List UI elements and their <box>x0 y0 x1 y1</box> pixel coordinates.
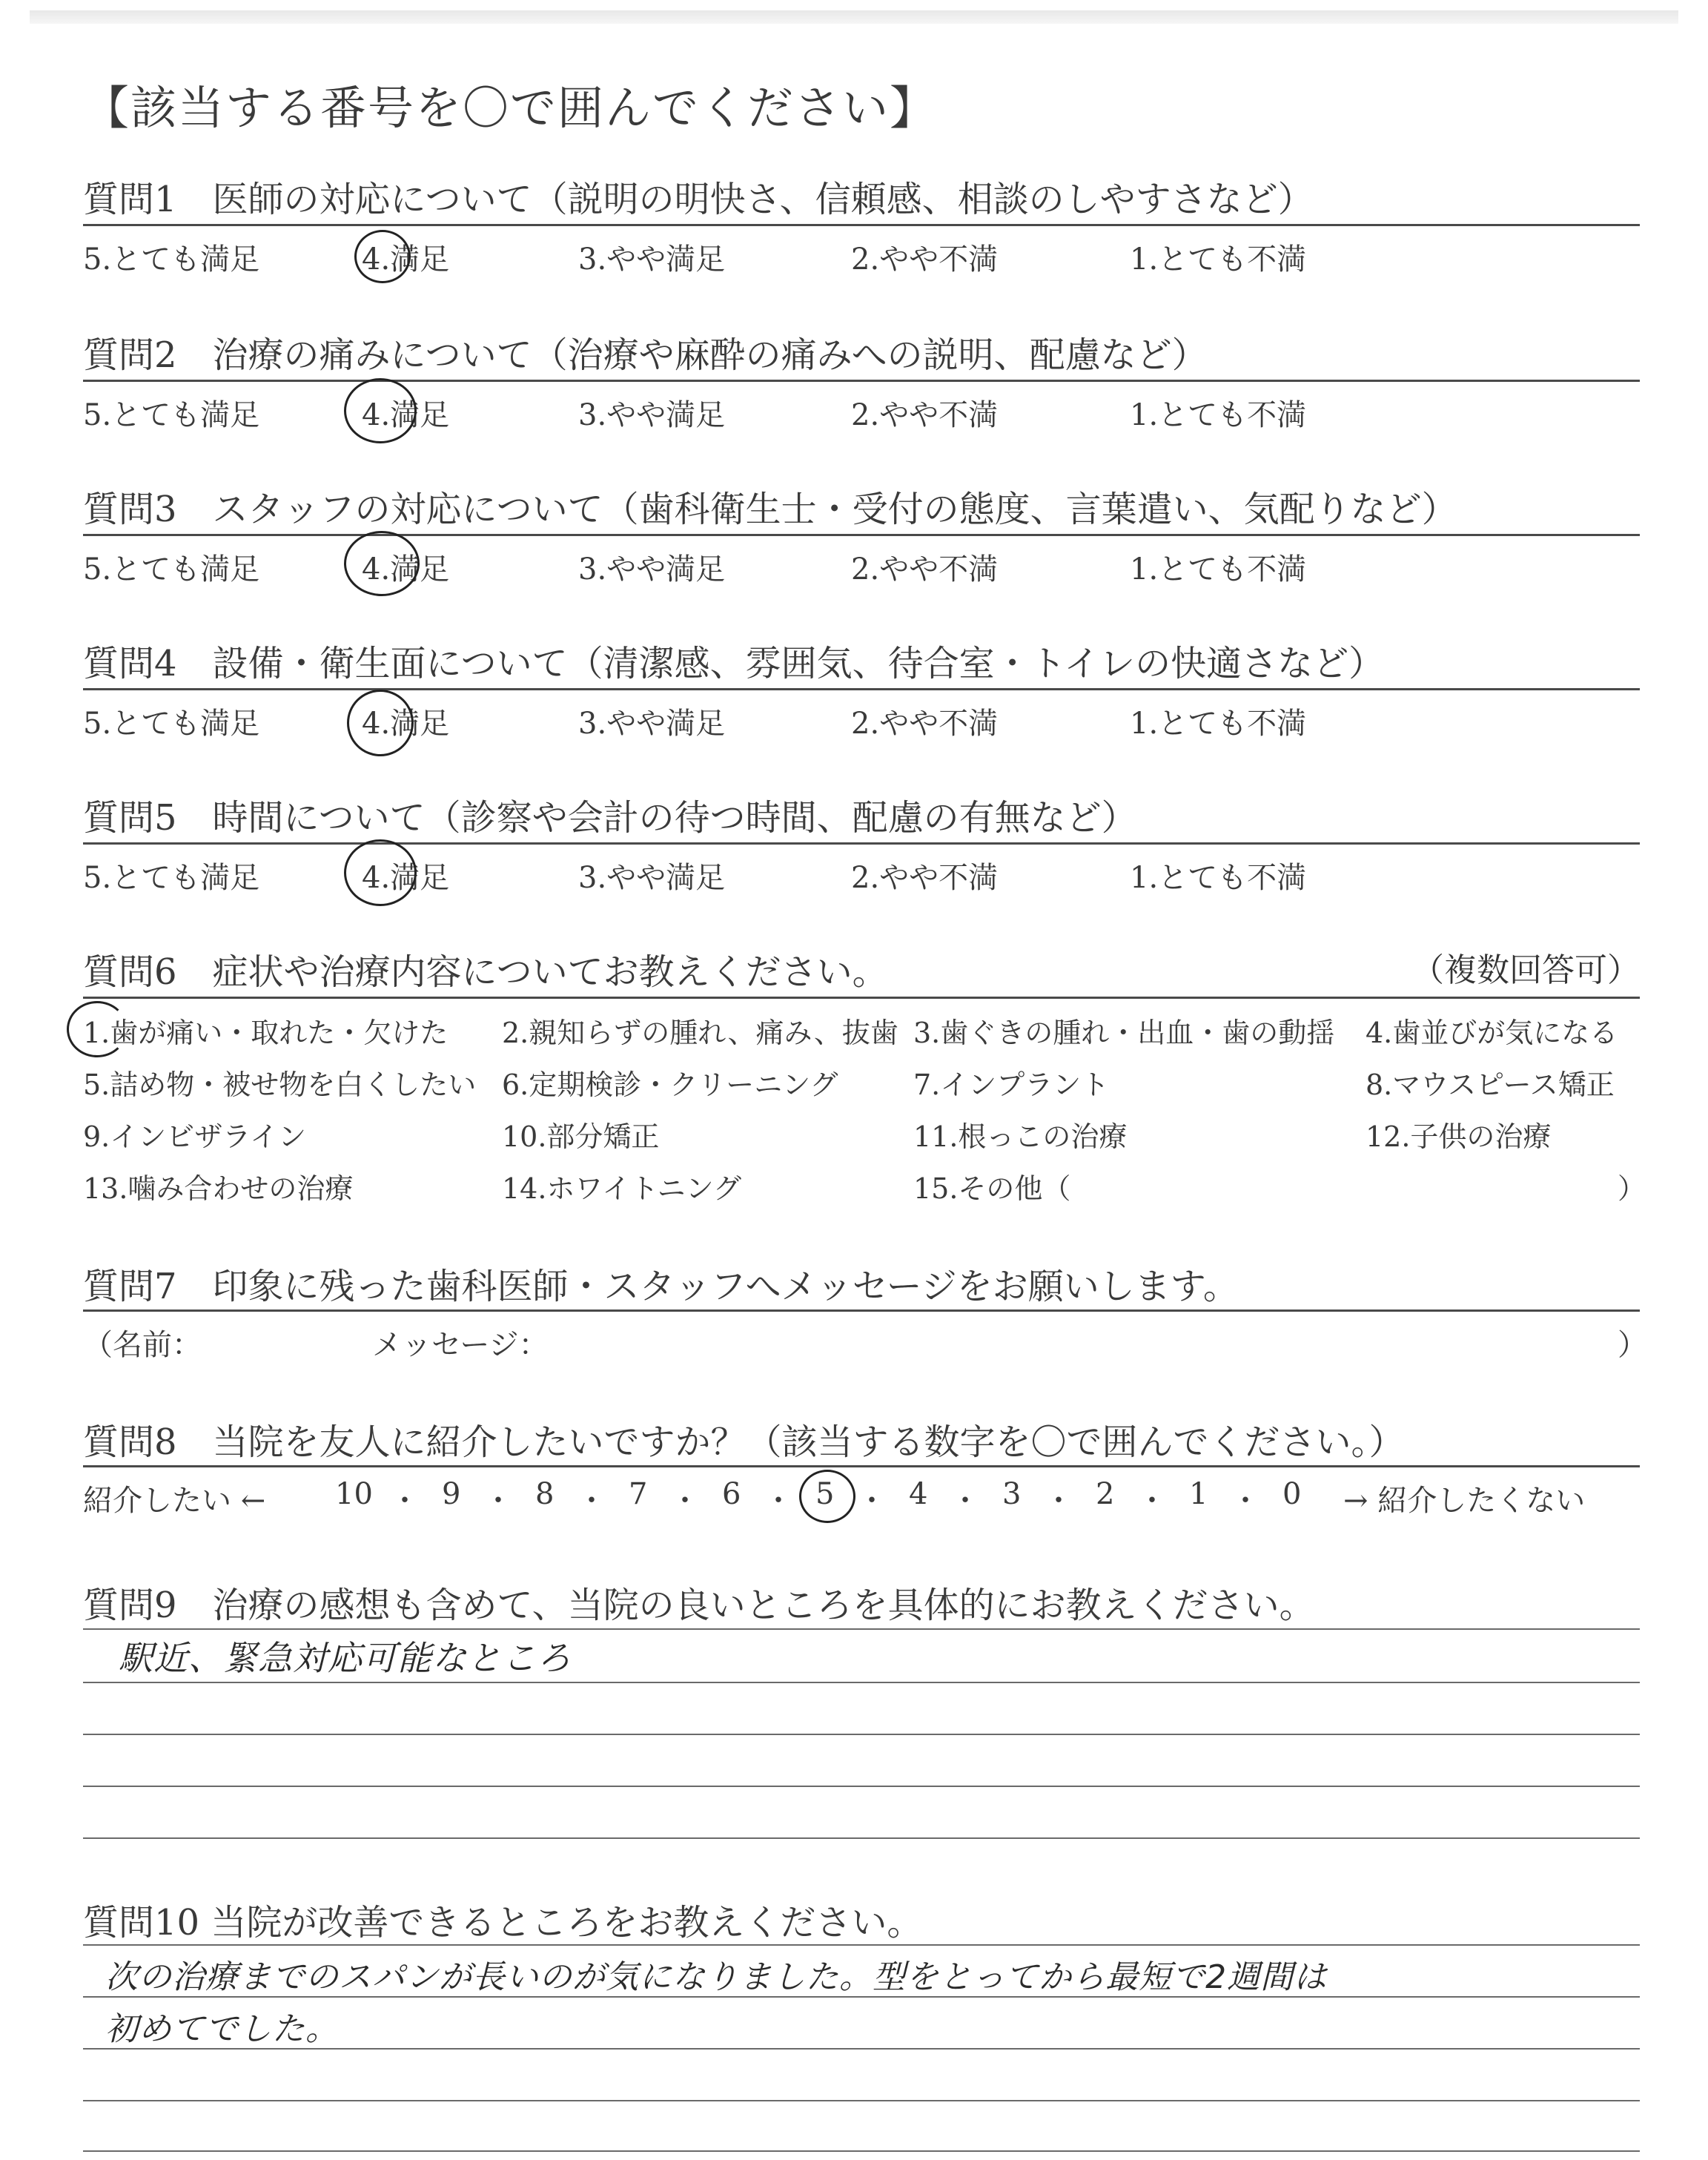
q8-dot: ・ <box>1231 1484 1260 1518</box>
q3-option-4[interactable]: 4.満足 <box>362 552 450 587</box>
q3-heading: 質問3 スタッフの対応について（歯科衛生士・受付の態度、言葉遣い、気配りなど） <box>83 489 1457 530</box>
q2-selection-circle <box>344 378 417 443</box>
q4-option-5[interactable]: 5.とても満足 <box>83 707 260 741</box>
q9-answer-line <box>83 1682 1640 1683</box>
q10-answer-line <box>83 2100 1640 2101</box>
q6-item-11[interactable]: 11.根っこの治療 <box>913 1120 1128 1153</box>
q3-option-3[interactable]: 3.やや満足 <box>578 552 726 587</box>
q4-option-3[interactable]: 3.やや満足 <box>578 707 726 741</box>
q10-answer-line <box>83 2048 1640 2050</box>
q1-option-1[interactable]: 1.とても不満 <box>1130 242 1307 277</box>
q8-dot: ・ <box>390 1484 420 1518</box>
q6-item-2[interactable]: 2.親知らずの腫れ、痛み、抜歯 <box>502 1017 898 1049</box>
q8-scale-4[interactable]: 4 <box>909 1477 928 1511</box>
q9-rule <box>83 1628 1640 1630</box>
q2-option-1[interactable]: 1.とても不満 <box>1130 398 1307 432</box>
q2-rule <box>83 380 1640 382</box>
q6-item-5[interactable]: 5.詰め物・被せ物を白くしたい <box>83 1069 477 1101</box>
q8-scale-1[interactable]: 1 <box>1189 1477 1208 1511</box>
q6-item-15[interactable]: 15.その他（ <box>913 1172 1071 1205</box>
q10-rule <box>83 1944 1640 1946</box>
q1-heading: 質問1 医師の対応について（説明の明快さ、信頼感、相談のしやすさなど） <box>83 179 1314 220</box>
q10-answer-line2: 初めてでした。 <box>105 2010 339 2048</box>
q8-heading: 質問8 当院を友人に紹介したいですか？（該当する数字を〇で囲んでください。） <box>83 1421 1405 1463</box>
q8-scale-7[interactable]: 7 <box>629 1477 648 1511</box>
q10-answer-line <box>83 2150 1640 2152</box>
q5-selection-circle <box>344 839 417 906</box>
q8-dot: ・ <box>1137 1484 1167 1518</box>
q8-dot: ・ <box>577 1484 606 1518</box>
q6-item-3[interactable]: 3.歯ぐきの腫れ・出血・歯の動揺 <box>913 1017 1335 1049</box>
q8-scale-2[interactable]: 2 <box>1096 1477 1115 1511</box>
q8-dot: ・ <box>1044 1484 1073 1518</box>
q1-option-3[interactable]: 3.やや満足 <box>578 242 726 277</box>
q4-option-4[interactable]: 4.満足 <box>362 707 450 741</box>
q8-scale-5[interactable]: 5 <box>815 1477 835 1511</box>
q8-left-label: 紹介したい ← <box>83 1484 266 1518</box>
q5-option-2[interactable]: 2.やや不満 <box>851 861 999 895</box>
q6-item-14[interactable]: 14.ホワイトニング <box>502 1172 742 1205</box>
q6-item-10[interactable]: 10.部分矯正 <box>502 1120 660 1153</box>
q1-option-5[interactable]: 5.とても満足 <box>83 242 260 277</box>
q8-dot: ・ <box>764 1484 793 1518</box>
q9-answer-line <box>83 1837 1640 1839</box>
q8-scale-6[interactable]: 6 <box>722 1477 741 1511</box>
q4-rule <box>83 688 1640 690</box>
q8-scale-10[interactable]: 10 <box>335 1477 373 1511</box>
q6-item-1[interactable]: 1.歯が痛い・取れた・欠けた <box>83 1017 448 1049</box>
q7-name-label: （名前： <box>83 1328 202 1362</box>
survey-sheet <box>83 0 1647 2160</box>
q6-multi-note: （複数回答可） <box>1411 951 1640 989</box>
q7-close-paren: ） <box>1618 1328 1647 1362</box>
q9-answer-line <box>83 1786 1640 1787</box>
q9-answer-line <box>83 1734 1640 1735</box>
q6-item-6[interactable]: 6.定期検診・クリーニング <box>502 1069 838 1101</box>
q2-option-4[interactable]: 4.満足 <box>362 398 450 432</box>
q6-selection-circle <box>67 1001 128 1057</box>
q5-option-4[interactable]: 4.満足 <box>362 861 450 895</box>
q6-item-4[interactable]: 4.歯並びが気になる <box>1366 1017 1618 1049</box>
q7-message-label: メッセージ： <box>372 1328 549 1362</box>
q4-selection-circle <box>347 690 414 756</box>
q6-item-7[interactable]: 7.インプラント <box>913 1069 1110 1101</box>
q5-option-1[interactable]: 1.とても不満 <box>1130 861 1307 895</box>
q5-rule <box>83 842 1640 845</box>
q4-option-1[interactable]: 1.とても不満 <box>1130 707 1307 741</box>
q6-rule <box>83 997 1640 999</box>
q8-dot: ・ <box>483 1484 513 1518</box>
q8-right-label: → 紹介したくない <box>1343 1484 1586 1518</box>
q2-option-2[interactable]: 2.やや不満 <box>851 398 999 432</box>
q10-answer-line1: 次の治療までのスパンが長いのが気になりました。型をとってから最短で2週間は <box>105 1958 1328 1996</box>
q8-dot: ・ <box>950 1484 980 1518</box>
q8-rule <box>83 1465 1640 1467</box>
q8-scale-9[interactable]: 9 <box>442 1477 461 1511</box>
q6-heading: 質問6 症状や治療内容についてお教えください。 <box>83 951 888 993</box>
q8-dot: ・ <box>857 1484 887 1518</box>
q9-heading: 質問9 治療の感想も含めて、当院の良いところを具体的にお教えください。 <box>83 1585 1315 1626</box>
q10-answer-line <box>83 1996 1640 1998</box>
q6-item-13[interactable]: 13.噛み合わせの治療 <box>83 1172 354 1205</box>
q2-heading: 質問2 治療の痛みについて（治療や麻酔の痛みへの説明、配慮など） <box>83 334 1208 376</box>
q6-item-12[interactable]: 12.子供の治療 <box>1366 1120 1552 1153</box>
q8-selection-circle <box>799 1470 855 1523</box>
q8-scale-8[interactable]: 8 <box>535 1477 555 1511</box>
q5-option-5[interactable]: 5.とても満足 <box>83 861 260 895</box>
q10-heading: 質問10 当院が改善できるところをお教えください。 <box>83 1902 923 1943</box>
q2-option-5[interactable]: 5.とても満足 <box>83 398 260 432</box>
q1-selection-circle <box>354 230 411 283</box>
q1-option-4[interactable]: 4.満足 <box>362 242 450 277</box>
q8-dot: ・ <box>670 1484 700 1518</box>
q8-scale-3[interactable]: 3 <box>1002 1477 1022 1511</box>
q5-heading: 質問5 時間について（診察や会計の待つ時間、配慮の有無など） <box>83 797 1137 839</box>
q3-option-5[interactable]: 5.とても満足 <box>83 552 260 587</box>
q6-item-15-close: ） <box>1618 1172 1646 1205</box>
q3-option-1[interactable]: 1.とても不満 <box>1130 552 1307 587</box>
q8-scale-0[interactable]: 0 <box>1282 1477 1302 1511</box>
q9-answer: 駅近、緊急対応可能なところ <box>119 1638 572 1678</box>
q5-option-3[interactable]: 3.やや満足 <box>578 861 726 895</box>
q7-heading: 質問7 印象に残った歯科医師・スタッフへメッセージをお願いします。 <box>83 1266 1239 1307</box>
q1-option-2[interactable]: 2.やや不満 <box>851 242 999 277</box>
q3-option-2[interactable]: 2.やや不満 <box>851 552 999 587</box>
page-title: 【該当する番号を〇で囲んでください】 <box>83 81 938 135</box>
q2-option-3[interactable]: 3.やや満足 <box>578 398 726 432</box>
q6-item-9[interactable]: 9.インビザライン <box>83 1120 307 1153</box>
q4-heading: 質問4 設備・衛生面について（清潔感、雰囲気、待合室・トイレの快適さなど） <box>83 643 1385 684</box>
q4-option-2[interactable]: 2.やや不満 <box>851 707 999 741</box>
q1-rule <box>83 224 1640 226</box>
q3-rule <box>83 534 1640 536</box>
q7-rule <box>83 1309 1640 1312</box>
q6-item-8[interactable]: 8.マウスピース矯正 <box>1366 1069 1615 1101</box>
q3-selection-circle <box>344 531 420 596</box>
